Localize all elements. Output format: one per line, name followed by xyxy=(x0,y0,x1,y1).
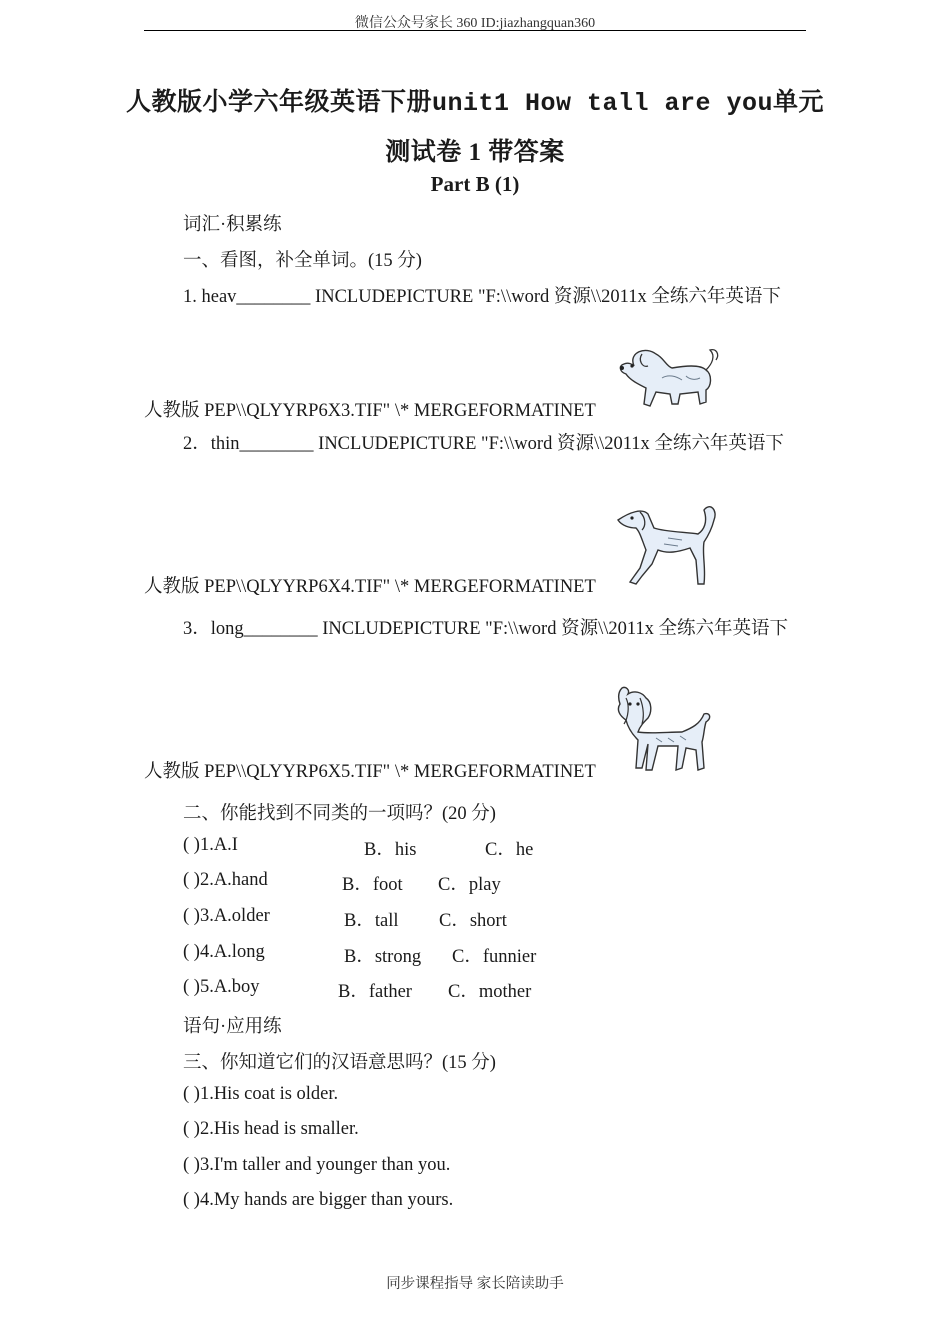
q3-heading: 三、你知道它们的汉语意思吗？(15 分) xyxy=(183,1053,496,1073)
q3-item-4: ( )4.My hands are bigger than yours. xyxy=(183,1190,454,1210)
title-part-cn-end: 单元 xyxy=(773,89,825,116)
part-subtitle: Part B (1) xyxy=(430,172,520,196)
q2-heading: 二、你能找到不同类的一项吗？(20 分) xyxy=(183,804,496,824)
q2-row-2-option-a: ( )2.A.hand xyxy=(183,870,268,890)
q3-item-1: ( )1.His coat is older. xyxy=(183,1084,339,1104)
section-sentence-label: 语句·应用练 xyxy=(183,1017,282,1037)
document-title-line2: 测试卷 1 带答案 xyxy=(385,139,565,166)
q1-item-3-continuation: 人教版 PEP\\QLYYRP6X5.TIF" \* MERGEFORMATINET xyxy=(144,762,596,782)
q2-row-1-option-a: ( )1.A.I xyxy=(183,835,238,855)
q1-item-2-text: 2．thin________ INCLUDEPICTURE "F:\\word 资源\\2011x 全练六年英语下 xyxy=(183,434,784,454)
q2-row-2-option-b: B．foot xyxy=(342,875,403,895)
q1-item-3-text: 3．long________ INCLUDEPICTURE "F:\\word 资源\\2011x 全练六年英语下 xyxy=(183,619,789,639)
title-part-cn: 人教版小学六年级英语下册 xyxy=(125,89,432,116)
q2-row-4-option-c: C．funnier xyxy=(452,947,537,967)
q2-row-3-option-c: C．short xyxy=(439,911,507,931)
q2-row-5-option-c: C．mother xyxy=(448,982,532,1002)
document-title-line1 xyxy=(0,82,950,118)
q3-item-3: ( )3.I'm taller and younger than you. xyxy=(183,1155,451,1175)
title-part-en: unit1 How tall are you xyxy=(431,89,774,118)
q1-item-2-continuation: 人教版 PEP\\QLYYRP6X4.TIF" \* MERGEFORMATINET xyxy=(144,577,596,597)
q1-heading: 一、看图，补全单词。(15 分) xyxy=(183,251,422,271)
q1-item-1-text: 1. heav________ INCLUDEPICTURE "F:\\word 资源\\2011x 全练六年英语下 xyxy=(183,287,781,307)
page-footer: 同步课程指导 家长陪读助手 xyxy=(386,1276,564,1292)
q2-row-3-option-b: B．tall xyxy=(344,911,399,931)
header-divider xyxy=(144,30,806,31)
q1-item-1-continuation: 人教版 PEP\\QLYYRP6X3.TIF" \* MERGEFORMATINET xyxy=(144,401,596,421)
q2-row-3-option-a: ( )3.A.older xyxy=(183,906,270,926)
section-vocab-label: 词汇·积累练 xyxy=(183,215,282,235)
fat-dog-illustration xyxy=(612,340,722,415)
thin-dog-illustration xyxy=(612,498,724,594)
q2-row-1-option-c: C．he xyxy=(485,840,534,860)
q2-row-5-option-a: ( )5.A.boy xyxy=(183,977,260,997)
q2-row-2-option-c: C．play xyxy=(438,875,501,895)
long-hair-dog-illustration xyxy=(612,684,716,778)
page-header: 微信公众号家长 360 ID:jiazhangquan360 xyxy=(354,16,596,31)
q2-row-5-option-b: B．father xyxy=(338,982,412,1002)
q2-row-4-option-b: B．strong xyxy=(344,947,422,967)
q3-item-2: ( )2.His head is smaller. xyxy=(183,1119,359,1139)
q2-row-4-option-a: ( )4.A.long xyxy=(183,942,265,962)
q2-row-1-option-b: B．his xyxy=(364,840,417,860)
